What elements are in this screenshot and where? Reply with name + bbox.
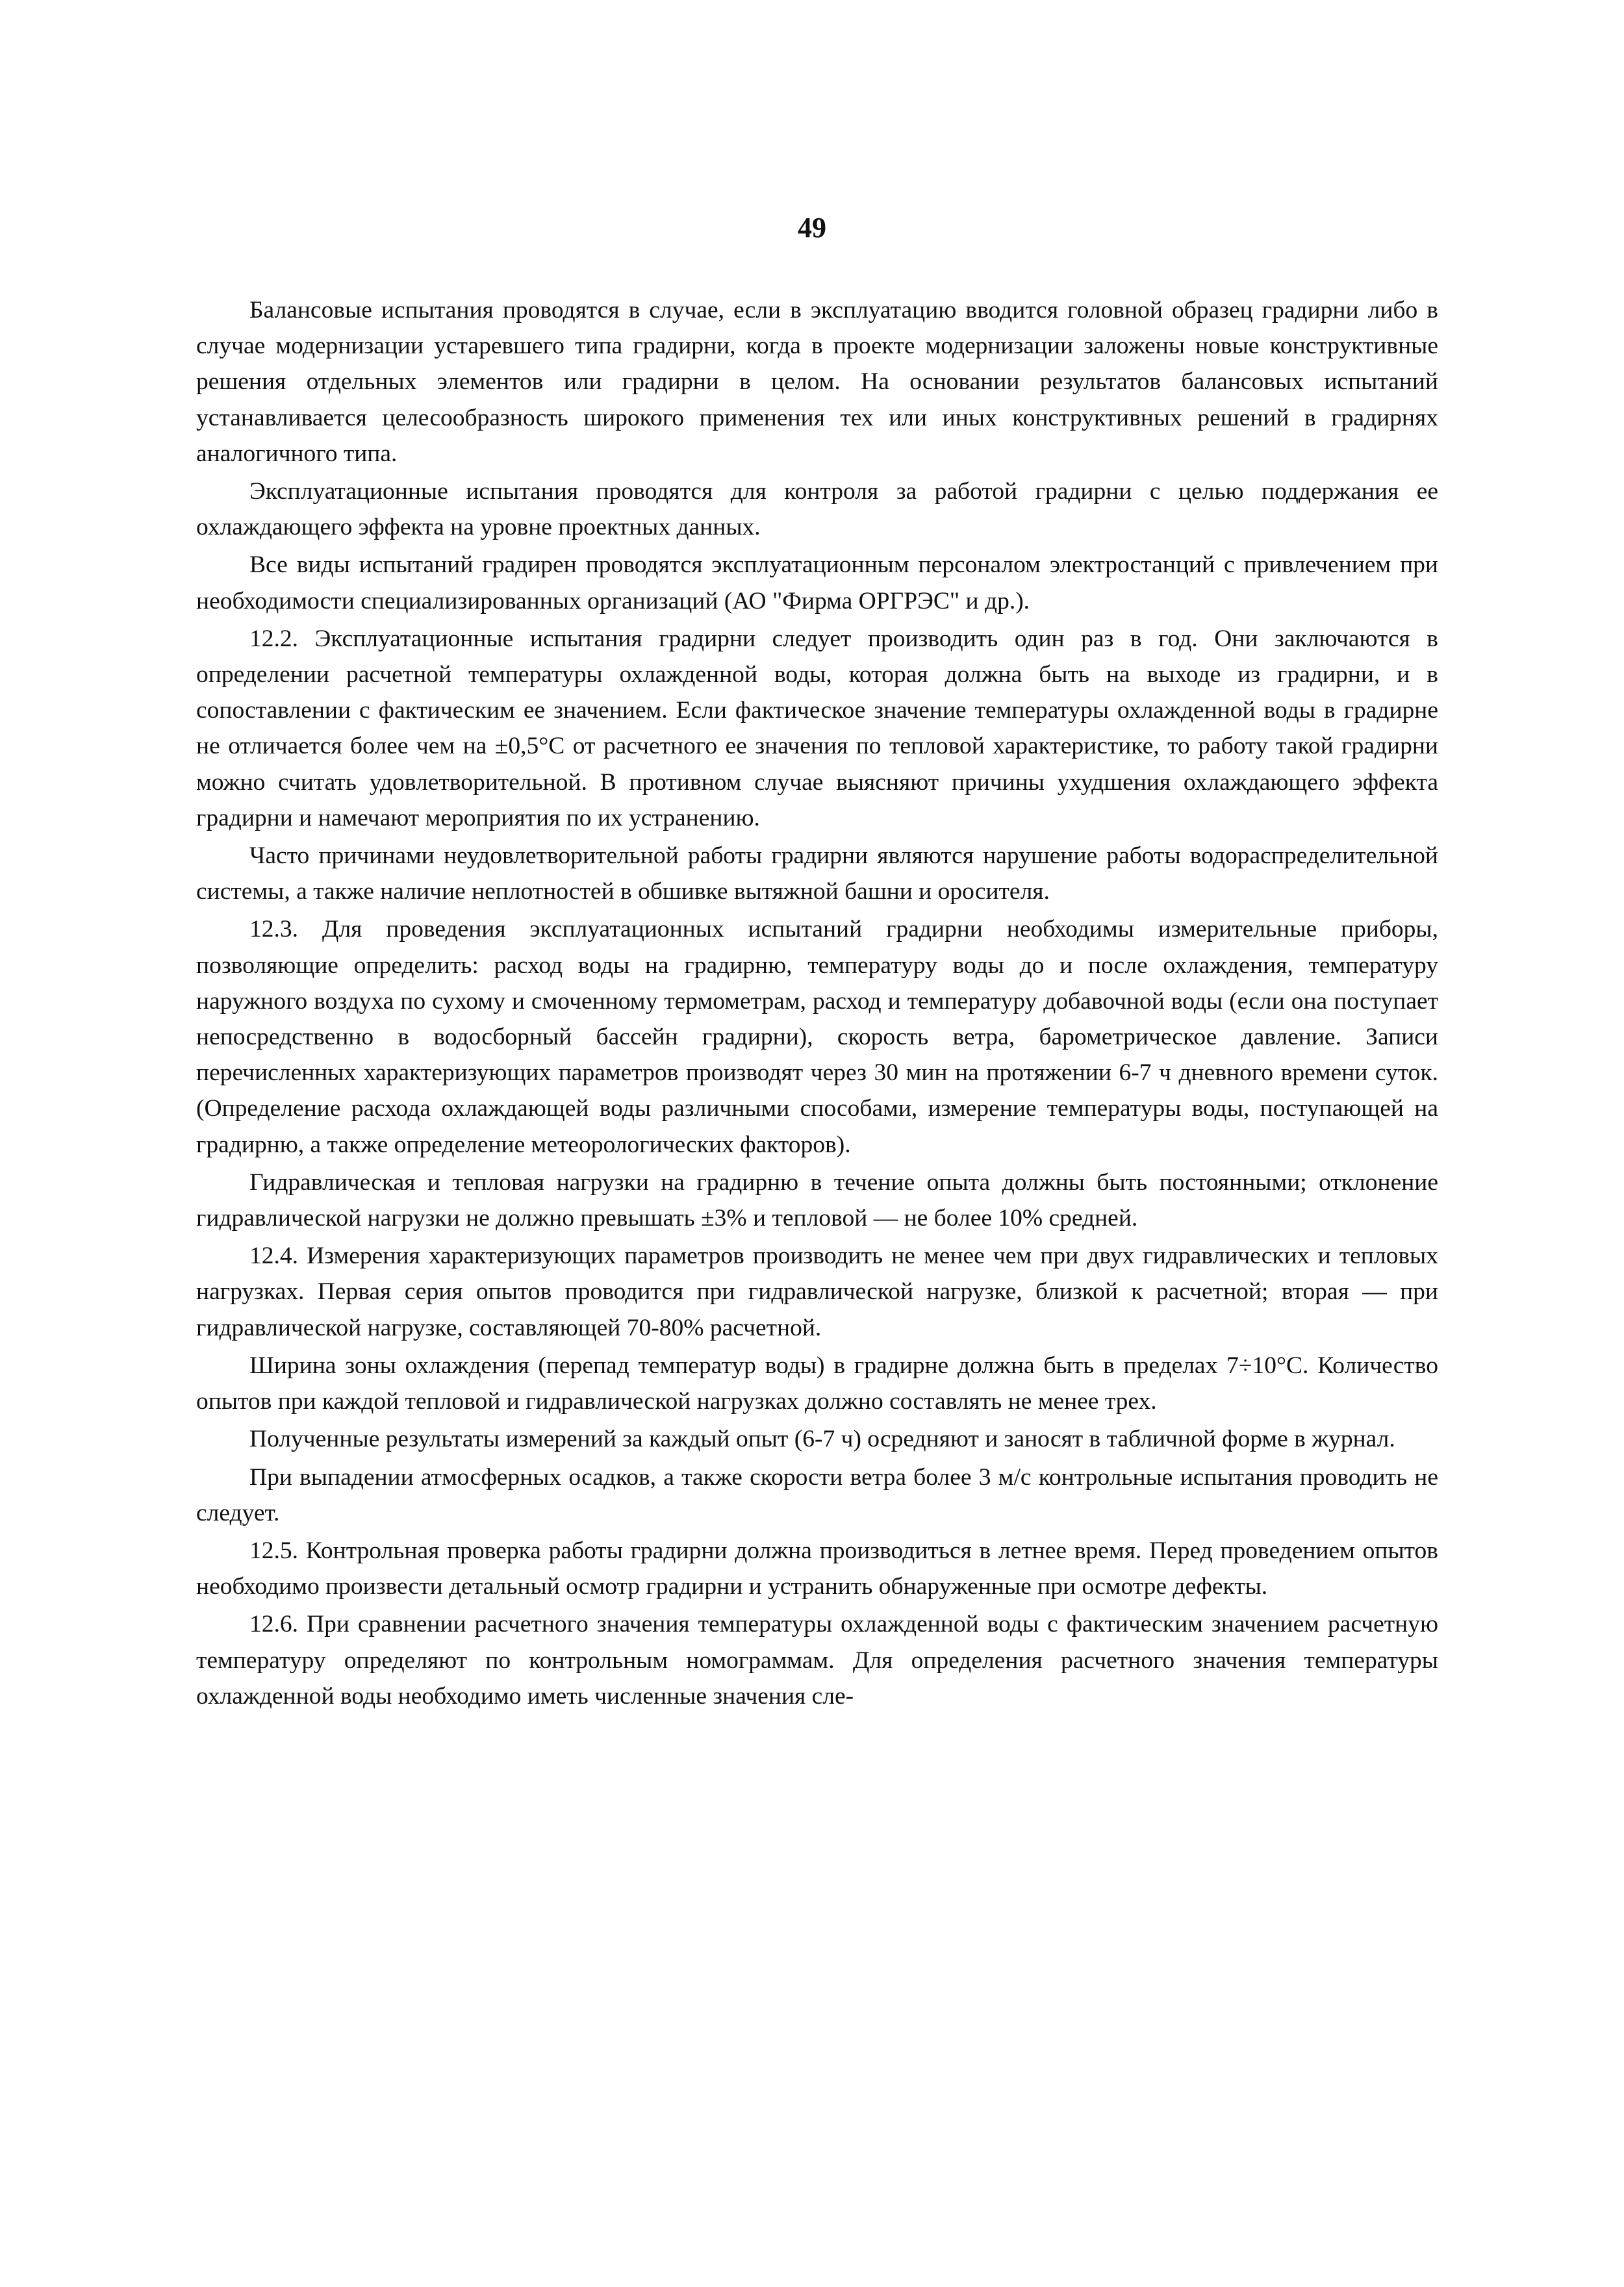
paragraph-section-12-5: 12.5. Контрольная проверка работы градирни должна производиться в летнее время. Перед проведением опытов необходимо произвести детальный осмотр градирни и устранить обнаруженные при осмотре дефекты. — [196, 1537, 1438, 1600]
paragraph-load-stability: Гидравлическая и тепловая нагрузки на градирню в течение опыта должны быть постоянными; отклонение гидравлической нагрузки не должно превышать ±3% и тепловой — не более 10% средней. — [196, 1169, 1438, 1232]
paragraph-weather-limits: При выпадении атмосферных осадков, а также скорости ветра более 3 м/с контрольные испытания проводить не следует. — [196, 1463, 1438, 1526]
page-number: 49 — [798, 212, 826, 244]
paragraph-section-12-3: 12.3. Для проведения эксплуатационных испытаний градирни необходимы измерительные приборы, позволяющие определить: расход воды на градирню, температуру воды до и после охлаждения, температуру наружного воздуха по сухому и смоченному термометрам, расход и температуру добавочной воды (если она поступает непосредственно в водосборный бассейн градирни), скорость ветра, барометрическое давление. Записи перечисленных характеризующих параметров производят через 30 мин на протяжении 6-7 ч дневного времени суток. (Определение расхода охлаждающей воды различными способами, измерение температуры воды, поступающей на градирню, а также определение метеорологических факторов). — [196, 916, 1438, 1158]
paragraph-cooling-range: Ширина зоны охлаждения (перепад температур воды) в градирне должна быть в пределах 7÷10°С. Количество опытов при каждой тепловой и гидравлической нагрузках должно составлять не менее трех. — [196, 1352, 1438, 1415]
body-text — [196, 292, 1438, 1716]
paragraph-operational-tests: Эксплуатационные испытания проводятся для контроля за работой градирни с целью поддержания ее охлаждающего эффекта на уровне проектных данных. — [196, 478, 1438, 541]
paragraph-section-12-2: 12.2. Эксплуатационные испытания градирни следует производить один раз в год. Они заключаются в определении расчетной температуры охлажденной воды, которая должна быть на выходе из градирни, и в сопоставлении с фактическим ее значением. Если фактическое значение температуры охлажденной воды в градирне не отличается более чем на ±0,5°С от расчетного ее значения по тепловой характеристике, то работу такой градирни можно считать удовлетворительной. В противном случае выясняют причины ухудшения охлаждающего эффекта градирни и намечают мероприятия по их устранению. — [196, 625, 1438, 831]
paragraph-balance-tests: Балансовые испытания проводятся в случае, если в эксплуатацию вводится головной образец градирни либо в случае модернизации устаревшего типа градирни, когда в проекте модернизации заложены новые конструктивные решения отдельных элементов или градирни в целом. На основании результатов балансовых испытаний устанавливается целесообразность широкого применения тех или иных конструктивных решений в градирнях аналогичного типа. — [196, 297, 1438, 467]
paragraph-section-12-6: 12.6. При сравнении расчетного значения температуры охлажденной воды с фактическим значением расчетную температуру определяют по контрольным номограммам. Для определения расчетного значения температуры охлажденной воды необходимо иметь численные значения сле- — [196, 1611, 1438, 1710]
paragraph-section-12-4: 12.4. Измерения характеризующих параметров производить не менее чем при двух гидравлических и тепловых нагрузках. Первая серия опытов проводится при гидравлической нагрузке, близкой к расчетной; вторая — при гидравлической нагрузке, составляющей 70-80% расчетной. — [196, 1243, 1438, 1341]
paragraph-failure-causes: Часто причинами неудовлетворительной работы градирни являются нарушение работы водораспределительной системы, а также наличие неплотностей в обшивке вытяжной башни и оросителя. — [196, 842, 1438, 905]
paragraph-averaging-results: Полученные результаты измерений за каждый опыт (6-7 ч) осредняют и заносят в табличной форме в журнал. — [249, 1426, 1395, 1453]
paragraph-test-personnel: Все виды испытаний градирен проводятся эксплуатационным персоналом электростанций с привлечением при необходимости специализированных организаций (АО "Фирма ОРГРЭС" и др.). — [196, 551, 1438, 614]
